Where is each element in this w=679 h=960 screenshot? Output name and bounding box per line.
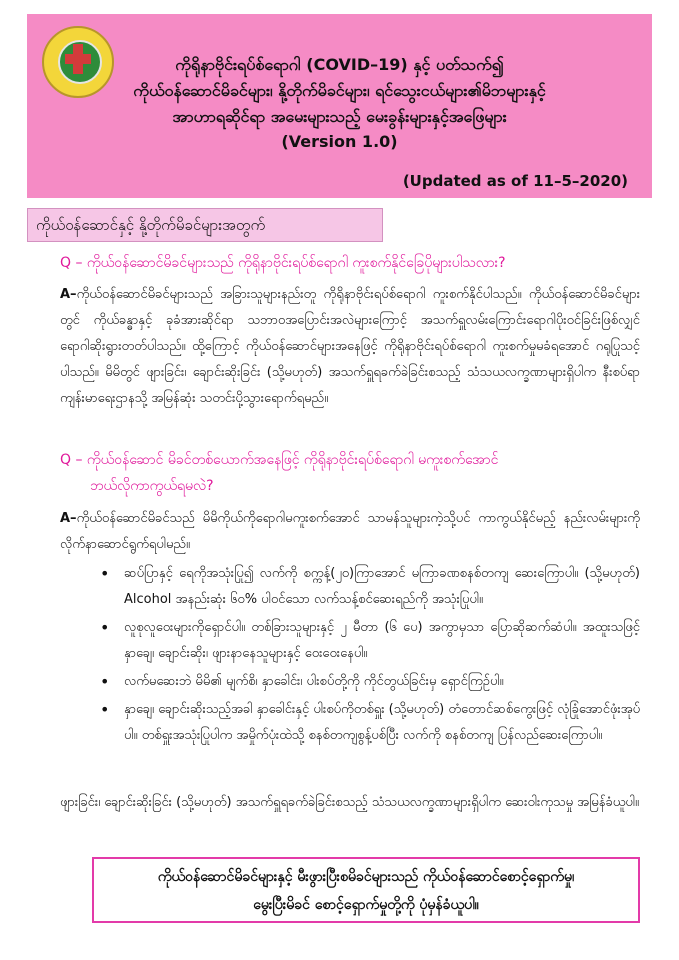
list-item: • လက်မဆေးဘဲ မိမိ၏ မျက်စိ၊ နှာခေါင်း၊ ပါးစပ်တို့ကို ကိုင်တွယ်ခြင်းမှ ရှောင်ကြဉ်ပါ။ bbox=[100, 669, 640, 695]
question-2-line-2: ဘယ်လိုကာကွယ်ရမလဲ? bbox=[90, 478, 214, 494]
answer-2-tail: ဖျားခြင်း၊ ချောင်းဆိုးခြင်း (သို့မဟုတ်) အသက်ရှူရခက်ခဲခြင်းစသည့် သံသယလက္ခဏာများရှိပါက ဆေးဝါးကုသမှု အမြန်ခံယူပါ။ bbox=[60, 795, 639, 810]
notice-box bbox=[92, 857, 640, 923]
question-1: Q – ကိုယ်ဝန်ဆောင်မိခင်များသည် ကိုရိုနာဗိုင်းရပ်စ်ရောဂါ ကူးစက်နိုင်ခြေပိုများပါသလား? bbox=[60, 255, 506, 271]
header-title-line-2: ကိုယ်ဝန်ဆောင်မိခင်များ၊ နို့တိုက်မိခင်များ၊ ရင်သွေးငယ်များ၏မိဘများနှင့် bbox=[133, 81, 546, 100]
notice-line-1: ကိုယ်ဝန်ဆောင်မိခင်များနှင့် မီးဖွားပြီးစမိခင်များသည် ကိုယ်ဝန်ဆောင်စောင့်ရှောက်မှု၊ bbox=[157, 869, 575, 885]
header-version: (Version 1.0) bbox=[281, 132, 398, 151]
list-item: • နှာချေ၊ ချောင်းဆိုးသည့်အခါ နှာခေါင်းနှင့် ပါးစပ်ကိုတစ်ရှူး (သို့မဟုတ်) တံတောင်ဆစ်ကွေးဖြင့် လုံခြုံအောင်ဖုံးအုပ်ပါ။ တစ်ရှူးအသုံးပြုပါက အမှိုက်ပုံးထဲသို့ စနစ်တကျစွန့်ပစ်ပြီး လက်ကို စနစ်တကျ ပြန်လည်ဆေးကြောပါ။ bbox=[100, 697, 640, 749]
list-item: • ဆပ်ပြာနှင့် ရေကိုအသုံးပြု၍ လက်ကို စက္ကန့်(၂၀)ကြာအောင် မကြာခဏစနစ်တကျ ဆေးကြောပါ။ (သို့မဟုတ်) Alcohol အနည်းဆုံး ၆၀% ပါဝင်သော လက်သန့်စင်ဆေးရည်ကို အသုံးပြုပါ။ bbox=[100, 561, 640, 613]
answer-1-lead: A– bbox=[60, 287, 77, 302]
answer-1-text: ကိုယ်ဝန်ဆောင်မိခင်များသည် အခြားသူများနည်းတူ ကိုရိုနာဗိုင်းရပ်စ်ရောဂါ ကူးစက်နိုင်ပါသည်။ ကိုယ်ဝန်ဆောင်မိခင်များတွင် ကိုယ်ခန္ဓာနှင့် ခုခံအားဆိုင်ရာ သဘာဝအပြောင်းအလဲများကြောင့် အသက်ရှူလမ်းကြောင်းရောဂါပိုးဝင်ခြင်းဖြစ်လျှင် ရောဂါဆိုးရွားတတ်ပါသည်။ ထို့ကြောင့် ကိုယ်ဝန်ဆောင်များအနေဖြင့် ကိုရိုနာဗိုင်းရပ်စ်ရောဂါ ကူးစက်မှုမခံရအောင် ဂရုပြုသင့်ပါသည်။ မိမိတွင် ဖျားခြင်း၊ ချောင်းဆိုးခြင်း (သို့မဟုတ်) အသက်ရှူရခက်ခဲခြင်းစသည့် သံသယလက္ခဏာများရှိပါက နီးစပ်ရာ ကျန်းမာရေးဌာနသို့ အမြန်ဆုံး သတင်းပို့သွားရောက်ရမည်။ bbox=[60, 287, 640, 406]
answer-2-lead: A– bbox=[60, 511, 77, 526]
header-title-line-3: အာဟာရဆိုင်ရာ အမေးများသည့် မေးခွန်းများနှင့်အဖြေများ bbox=[172, 107, 507, 126]
prevention-list bbox=[100, 561, 640, 751]
list-item: • လူစုလူဝေးများကိုရှောင်ပါ။ တစ်ခြားသူများနှင့် ၂ မီတာ (၆ ပေ) အကွာမှသာ ပြောဆိုဆက်ဆံပါ။ အထူးသဖြင့် နှာချေ၊ ချောင်းဆိုး၊ ဖျားနာနေသူများနှင့် ဝေးဝေးနေပါ။ bbox=[100, 615, 640, 667]
answer-1 bbox=[60, 282, 640, 412]
answer-2 bbox=[60, 506, 640, 558]
header-updated-date: (Updated as of 11–5–2020) bbox=[402, 172, 628, 190]
header-title-line-1: ကိုရိုနာဗိုင်းရပ်စ်ရောဂါ (COVID–19) နှင့် ပတ်သက်၍ bbox=[175, 55, 504, 74]
section-title: ကိုယ်ဝန်ဆောင်နှင့် နို့တိုက်မိခင်များအတွက် bbox=[27, 208, 383, 242]
notice-line-2: မွေးပြီးမိခင် စောင့်ရှောက်မှုတို့ကို ပုံမှန်ခံယူပါ။ bbox=[253, 897, 479, 913]
document-header bbox=[27, 14, 652, 198]
answer-2-text: ကိုယ်ဝန်ဆောင်မိခင်သည် မိမိကိုယ်ကိုရောဂါမကူးစက်အောင် သာမန်သူများကဲ့သို့ပင် ကာကွယ်နိုင်မည့် နည်းလမ်းများကို လိုက်နာဆောင်ရွက်ရပါမည်။ bbox=[60, 511, 640, 552]
question-2-line-1: Q – ကိုယ်ဝန်ဆောင် မိခင်တစ်ယောက်အနေဖြင့် ကိုရိုနာဗိုင်းရပ်စ်ရောဂါ မကူးစက်အောင် bbox=[60, 452, 499, 468]
